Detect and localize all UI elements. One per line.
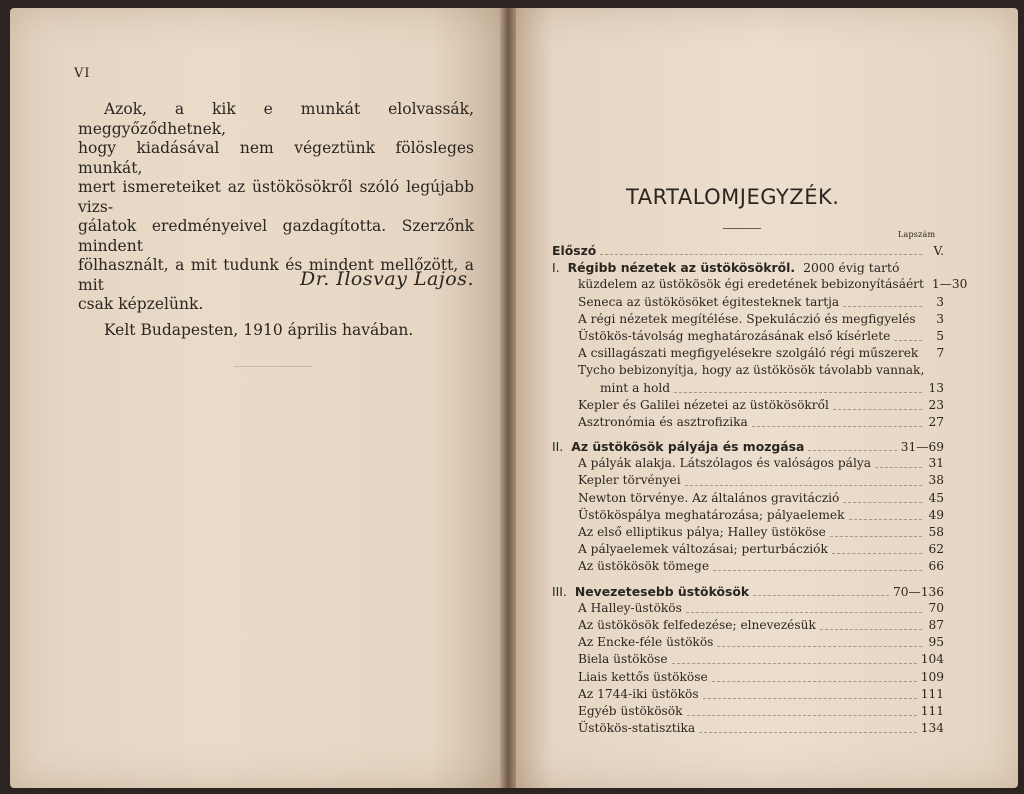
toc-entry-label: mint a hold [600,380,671,395]
toc-entry [552,525,944,542]
toc-entry-label: Régibb nézetek az üstökösökről. [567,260,796,276]
toc-page-number: 58 [928,525,944,539]
toc-leader-dots [752,426,922,427]
toc-entry [552,670,944,687]
toc-leader-dots [717,646,922,647]
toc-entry [552,312,944,329]
toc-entry [552,704,944,721]
toc-entry [552,381,944,398]
toc-leader-dots [894,340,922,341]
toc-leader-dots [832,553,922,554]
toc-entry [552,473,944,490]
toc-entry [552,559,944,576]
toc-entry [552,415,944,432]
toc-entry [552,243,944,260]
toc-entry-label: Üstökös-statisztika [578,721,696,736]
toc-entry-label: Liais kettős üstököse [578,669,708,684]
toc-page-number: 27 [928,414,944,429]
toc-leader-dots [830,536,922,537]
toc-leader-dots [713,570,922,571]
toc-entry [552,398,944,415]
toc-entry-label: A csillagászati megfigyelésekre szolgáló régi műszerek [578,346,919,361]
toc-page-number: 70—136 [893,584,944,599]
toc-entry [552,456,944,473]
toc-entry-label: küzdelem az üstökösök égi eredetének bebizonyításáért [578,277,924,292]
toc-entry-label: Az 1744-iki üstökös [578,686,699,701]
toc-entry-label: A pályák alakja. Látszólagos és valóságos pálya [578,456,871,471]
toc-page-number: 5 [936,328,944,343]
toc-page-number: 109 [920,669,944,684]
preface-line: Azok, a kik e munkát elolvassák, meggyőződhetnek, [78,100,474,138]
faint-rule [234,366,312,367]
page-column-label: Lapszám [898,230,936,239]
toc-page-number: V. [933,244,944,258]
toc-page-number: 31—69 [900,440,944,455]
toc-gap [552,432,944,439]
toc-leader-dots [849,519,922,520]
toc-page-number: 111 [920,703,944,718]
toc-entry-label: Seneca az üstökösöket égitesteknek tartja [578,294,840,309]
page-number: VI [74,66,91,81]
toc-section-number: I. [552,260,560,276]
toc-entry-label: Az üstökösök pályája és mozgása [571,439,805,455]
toc-entry [552,601,944,618]
toc-page-number: 45 [928,490,944,505]
toc-page-number: 13 [928,380,944,395]
toc-entry-label: Nevezetesebb üstökösök [574,583,750,599]
toc-entry-label: Előszó [552,243,597,258]
toc-page-number: 3 [936,294,944,309]
toc-entry [552,329,944,346]
toc-leader-dots [843,306,922,307]
toc-page-number: 111 [920,686,944,701]
toc-entry [552,491,944,508]
toc-entry-label: Az Encke-féle üstökös [578,635,714,650]
toc-leader-dots [712,681,917,682]
toc-page-number: 38 [928,473,944,488]
toc-entry [552,652,944,669]
toc-leader-dots [686,612,922,613]
toc-section-number: III. [552,583,567,599]
preface-line: csak képzelünk. [78,295,204,313]
toc-leader-dots [672,663,917,664]
toc-entry-label: A Halley-üstökös [578,600,682,615]
preface-line: gálatok eredményeivel gazdagította. Szerzőnk mindent [78,217,474,255]
toc-entry [552,542,944,559]
toc-section-number: II. [552,439,564,455]
toc-page-number: 62 [928,542,944,557]
toc-entry-label: Newton törvénye. Az általános gravitáczió [578,490,840,505]
toc-entry [552,439,944,456]
toc-entry [552,584,944,601]
toc-page-number: 1—30 [931,277,968,292]
toc-gap [552,577,944,584]
toc-entry-label: Egyéb üstökösök [578,703,683,718]
preface-line: hogy kiadásával nem végeztünk fölösleges munkát, [78,139,474,177]
toc-entry [552,618,944,635]
toc-entry-label: Az üstökösök felfedezése; elnevezésük [578,617,816,632]
toc-page-number: 7 [936,346,945,361]
signature: Dr. Ilosvay Lajos. [300,268,474,290]
toc-leader-dots [753,595,889,596]
title-rule [723,228,761,229]
toc-leader-dots [833,409,922,410]
toc-entry-label: Biela üstököse [578,652,668,667]
toc-entry [552,346,944,363]
toc-leader-dots [685,485,922,486]
table-of-contents [552,243,968,738]
toc-entry [552,363,944,380]
preface-line: fölhasznált, a mit tudunk és mindent mellőzött, a mit [78,256,474,294]
toc-leader-dots [699,732,917,733]
toc-leader-dots [703,698,917,699]
toc-entry-label: Kepler törvényei [578,473,681,488]
toc-page-number: 134 [920,721,944,736]
toc-page-number: 70 [928,600,944,615]
preface-text [78,100,474,340]
toc-entry-label: Asztronómia és asztrofizika [578,414,748,429]
toc-leader-dots [875,467,922,468]
toc-entry-label: Az első elliptikus pálya; Halley üstököse [578,525,826,539]
toc-leader-dots [820,629,922,630]
toc-leader-dots [843,502,922,503]
toc-entry [552,508,944,525]
toc-page-number: 95 [928,635,944,650]
toc-entry-label-continuation: 2000 évig tartó [803,260,900,276]
toc-leader-dots [808,450,896,451]
toc-entry [552,721,944,738]
toc-title: TARTALOMJEGYZÉK. [626,185,840,209]
toc-entry [552,277,968,294]
toc-page-number: 3 [936,311,944,326]
toc-entry [552,635,944,652]
toc-page-number: 23 [928,397,944,412]
toc-page-number: 31 [928,456,944,471]
toc-entry-label: Kepler és Galilei nézetei az üstökösökről [578,397,829,412]
toc-entry [552,687,944,704]
toc-entry-label: A pályaelemek változásai; perturbácziók [578,542,828,557]
toc-entry-label: Tycho bebizonyítja, hogy az üstökösök távolabb vannak, [578,363,925,378]
toc-entry-label: Az üstökösök tömege [578,559,710,574]
book-gutter [500,8,516,788]
toc-page-number: 66 [928,559,944,574]
toc-leader-dots [674,392,922,393]
toc-leader-dots [687,715,917,716]
toc-entry [552,260,944,277]
toc-leader-dots [600,254,922,255]
toc-entry-label: Üstököspálya meghatározása; pályaelemek [578,507,845,522]
toc-page-number: 49 [928,507,944,522]
toc-page-number: 87 [928,617,944,632]
toc-entry-label: A régi nézetek megítélése. Spekuláczió és megfigyelés [578,311,916,326]
preface-line: mert ismereteiket az üstökösökről szóló legújabb vizs- [78,178,474,216]
dateline: Kelt Budapesten, 1910 április havában. [104,320,414,339]
toc-page-number: 104 [920,652,944,667]
toc-entry [552,295,944,312]
toc-entry-label: Üstökös-távolság meghatározásának első kísérlete [578,328,891,343]
